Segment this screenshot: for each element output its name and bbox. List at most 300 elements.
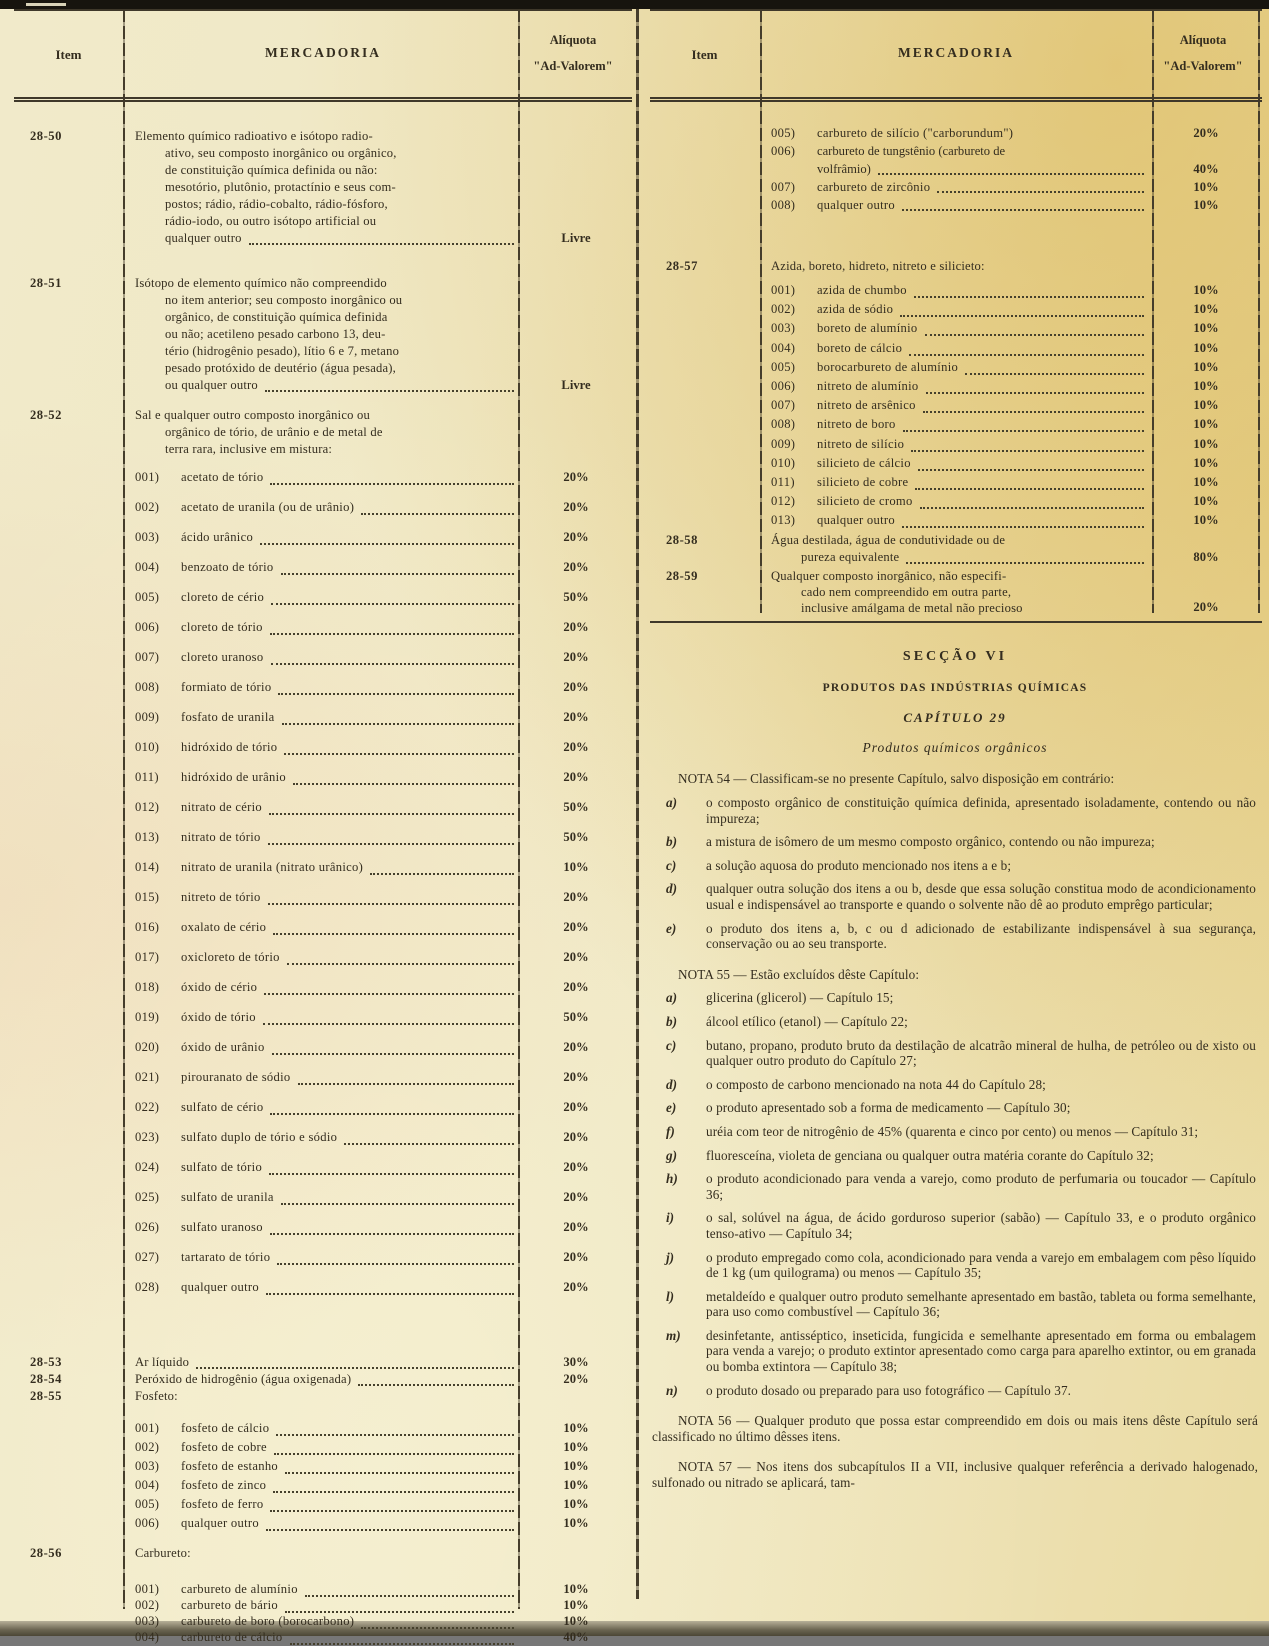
- sub-number: 006): [135, 620, 160, 634]
- sub-item: [650, 142, 1262, 178]
- sub-item: [14, 1582, 632, 1598]
- sub-number: 003): [771, 321, 796, 336]
- sub-number: 001): [135, 1582, 160, 1596]
- description-line: [817, 160, 1150, 178]
- sub-number: 019): [135, 1010, 160, 1024]
- sub-description: oxalato de cério: [181, 920, 267, 934]
- column-header-mercadoria: MERCADORIA: [265, 45, 381, 60]
- sub-number: 013): [135, 830, 160, 844]
- sub-number: 012): [771, 494, 796, 509]
- nota-item-text: a solução aquosa do produto mencionado nos itens a e b;: [706, 857, 1012, 873]
- sub-number: 005): [135, 1497, 160, 1511]
- sub-number: 013): [771, 513, 796, 528]
- sub-description: sulfato duplo de tório e sódio: [181, 1130, 338, 1144]
- dot-leader: [344, 1130, 514, 1145]
- sub-description: nitrato de uranila (nitrato urânico): [181, 860, 364, 874]
- nota-item-text: álcool etílico (etanol) — Capítulo 22;: [706, 1013, 908, 1029]
- rate-value: 50%: [563, 800, 589, 814]
- nota-item: [652, 1148, 1258, 1164]
- sub-description: sulfato de tório: [181, 1160, 263, 1174]
- column-header-aliquota-line1: Alíquota: [1179, 33, 1227, 47]
- description-line: mesotório, plutônio, protactínio e seus com-: [165, 180, 396, 194]
- dot-leader: [937, 178, 1144, 193]
- rate-value: 10%: [1193, 436, 1219, 451]
- subs-28-55: [14, 1421, 632, 1535]
- rate-value: 30%: [563, 1355, 589, 1369]
- sub-description: nitreto de arsênico: [817, 398, 916, 413]
- dot-leader: [281, 560, 514, 575]
- sub-item: [14, 740, 632, 770]
- description-line: Água destilada, água de condutividade ou de: [771, 533, 1006, 548]
- nota-item-letter: f): [666, 1123, 675, 1139]
- dot-leader: [358, 1371, 514, 1386]
- sub-number: 012): [135, 800, 160, 814]
- dot-leader: [270, 1220, 514, 1235]
- sub-item: [14, 1040, 632, 1070]
- dot-leader: [925, 321, 1144, 336]
- item-code: 28-56: [30, 1546, 62, 1560]
- sub-description: silicieto de cobre: [817, 474, 909, 489]
- sub-item: [14, 1598, 632, 1614]
- sub-number: 020): [135, 1040, 160, 1054]
- sub-description: carbureto de bário: [181, 1598, 279, 1612]
- rate-value: 20%: [563, 890, 589, 904]
- sub-number: 009): [135, 710, 160, 724]
- description-line: orgânico de tório, de urânio e de metal de: [165, 425, 383, 439]
- nota-item-letter: c): [666, 1037, 677, 1053]
- sub-description: ácido urânico: [181, 530, 254, 544]
- nota-item: [652, 858, 1258, 874]
- sub-description: azida de sódio: [817, 302, 894, 317]
- description-text: Peróxido de hidrogênio (água oxigenada): [135, 1372, 352, 1386]
- entry-description: [123, 1545, 520, 1562]
- sub-description: fosfeto de cobre: [181, 1440, 267, 1454]
- dot-leader: [920, 494, 1144, 509]
- rate-value: Livre: [561, 231, 591, 245]
- dot-leader: [263, 1010, 514, 1025]
- nota-item-text: o produto empregado como cola, acondicionado para venda a varejo em embalagem com pêso líquido de 1 kg (um quilograma) ou menos — Capítulo 35;: [706, 1249, 1256, 1281]
- description-line: de constituição química definida ou não:: [165, 163, 378, 177]
- rate-value: 10%: [1193, 359, 1219, 374]
- rate-value: 10%: [1193, 417, 1219, 432]
- rate-value: 20%: [563, 470, 589, 484]
- sub-number: 001): [135, 1421, 160, 1435]
- description-line: orgânico, de constituição química definida: [165, 310, 388, 324]
- sub-description: carbureto de cálcio: [181, 1630, 283, 1644]
- sub-item: [650, 321, 1262, 340]
- sub-number: 002): [771, 302, 796, 317]
- sub-item: [14, 620, 632, 650]
- description-line: Azida, boreto, hidreto, nitreto e silicieto:: [771, 259, 985, 273]
- dot-leader: [271, 590, 514, 605]
- nota-item: [652, 1014, 1258, 1030]
- sub-description: oxicloreto de tório: [181, 950, 280, 964]
- description-line: [123, 1354, 520, 1370]
- entry-description: [759, 258, 1150, 275]
- entry-description: [123, 407, 520, 458]
- dot-leader: [285, 1459, 514, 1474]
- description-line: rádio-iodo, ou outro isótopo artificial ou: [165, 214, 377, 228]
- column-header-mercadoria: MERCADORIA: [898, 45, 1014, 60]
- item-code: 28-53: [30, 1355, 62, 1369]
- sub-item: [650, 178, 1262, 196]
- sub-item: [14, 590, 632, 620]
- rate-value: 10%: [563, 860, 589, 874]
- sub-number: 006): [771, 378, 796, 393]
- dot-leader: [270, 1497, 514, 1512]
- nota-item-text: glicerina (glicerol) — Capítulo 15;: [706, 990, 894, 1006]
- dot-leader: [918, 456, 1144, 471]
- right-column: [650, 9, 1262, 1497]
- sub-description: nitrato de cério: [181, 800, 263, 814]
- entry-description: [123, 128, 520, 247]
- dot-leader: [361, 500, 514, 515]
- rate-value: 20%: [563, 1070, 589, 1084]
- sub-description: óxido de tório: [181, 1010, 256, 1024]
- sub-number: 017): [135, 950, 160, 964]
- sub-number: 003): [135, 530, 160, 544]
- dot-leader: [260, 530, 514, 545]
- subs-28-52: [14, 470, 632, 1310]
- sub-item: [14, 1497, 632, 1516]
- sub-description: acetato de tório: [181, 470, 264, 484]
- dot-leader: [284, 740, 514, 755]
- sub-description: silicieto de cálcio: [817, 455, 911, 470]
- sub-number: 002): [135, 500, 160, 514]
- rate-value: 40%: [563, 1630, 589, 1644]
- sub-description: nitrato de tório: [181, 830, 261, 844]
- chapter-title: CAPÍTULO 29: [903, 710, 1007, 726]
- sub-item: [14, 800, 632, 830]
- sub-description: carbureto de alumínio: [181, 1582, 298, 1596]
- sub-number: 003): [135, 1614, 160, 1628]
- dot-leader: [906, 549, 1144, 564]
- dot-leader: [878, 160, 1144, 175]
- rate-value: 20%: [563, 1130, 589, 1144]
- sub-description: acetato de uranila (ou de urânio): [181, 500, 355, 514]
- dot-leader: [915, 475, 1144, 490]
- sub-item: [14, 710, 632, 740]
- rate-value: 20%: [563, 770, 589, 784]
- nota-item-text: o produto dos itens a, b, c ou d adicionado de estabilizante indispensável à sua segurança, conservação ou ao seu transporte.: [706, 920, 1256, 952]
- description-text: pureza equivalente: [801, 550, 900, 565]
- description-line: [123, 230, 520, 247]
- rate-value: 20%: [563, 620, 589, 634]
- rate-value: 10%: [1193, 198, 1219, 212]
- sub-item: [14, 1614, 632, 1630]
- entry-description: [123, 275, 520, 394]
- sub-description: qualquer outro: [817, 513, 895, 528]
- rate-value: 50%: [563, 590, 589, 604]
- sub-item: [14, 470, 632, 500]
- dot-leader: [269, 800, 514, 815]
- rate-value: 20%: [563, 560, 589, 574]
- nota-item-text: desinfetante, antisséptico, inseticida, fungicida e semelhante apresentado em forma ou embalagem para venda a varejo; o produto extintor apresentado como carga para aparelho extintor, ou em granada ou bomba extintora — Capítulo 38;: [706, 1327, 1256, 1375]
- rate-value: 50%: [563, 830, 589, 844]
- nota-item-text: uréia com teor de nitrogênio de 45% (quarenta e cinco por cento) ou menos — Capítulo 31;: [706, 1123, 1199, 1139]
- dot-leader: [965, 360, 1144, 375]
- rate-value: 20%: [563, 1190, 589, 1204]
- description-line: [123, 1371, 520, 1387]
- nota-item-text: o composto orgânico de constituição química definida, apresentado isoladamente, contendo ou não impureza;: [706, 795, 1256, 826]
- nota-item-text: fluoresceína, violeta de genciana ou qualquer outra matéria corante do Capítulo 32;: [706, 1147, 1154, 1163]
- nota-item: [652, 1038, 1258, 1069]
- tariff-entry-28-58: [650, 532, 1262, 566]
- column-header-item: Item: [55, 47, 82, 62]
- entry-description: [123, 1388, 520, 1405]
- tariff-entry-28-54: [14, 1371, 632, 1388]
- sub-description: tartarato de tório: [181, 1250, 271, 1264]
- nota-item-letter: h): [666, 1171, 678, 1187]
- rate-value: 20%: [563, 920, 589, 934]
- rate-value: 20%: [1193, 600, 1219, 615]
- dot-leader: [270, 620, 514, 635]
- sub-number: 002): [135, 1598, 160, 1612]
- dot-leader: [911, 437, 1144, 452]
- dot-leader: [269, 1160, 514, 1175]
- sub-item: [14, 1250, 632, 1280]
- sub-item: [14, 1100, 632, 1130]
- entry-description: [759, 568, 1150, 616]
- sub-number: 001): [771, 283, 796, 297]
- sub-description: fosfeto de estanho: [181, 1459, 279, 1473]
- sub-description: sulfato de cério: [181, 1100, 264, 1114]
- description-line: carbureto de tungstênio (carbureto de: [817, 144, 1006, 158]
- nota-item-letter: g): [666, 1147, 677, 1163]
- tariff-entry-28-59: [650, 568, 1262, 616]
- nota-item-letter: e): [666, 1100, 677, 1116]
- dot-leader: [268, 890, 514, 905]
- dot-leader: [293, 770, 514, 785]
- dot-leader: [914, 283, 1144, 298]
- rate-value: 10%: [1193, 180, 1219, 194]
- nota-item-letter: c): [666, 857, 677, 873]
- dot-leader: [277, 1250, 514, 1265]
- nota-item: [652, 1210, 1258, 1241]
- sub-number: 008): [771, 198, 796, 212]
- sub-item: [14, 1130, 632, 1160]
- sub-number: 005): [771, 126, 796, 140]
- sub-number: 001): [135, 470, 160, 484]
- dot-leader: [903, 417, 1144, 432]
- sub-description: nitreto de tório: [181, 890, 261, 904]
- sub-number: 010): [135, 740, 160, 754]
- sub-number: 009): [771, 436, 796, 451]
- rate-value: 20%: [563, 980, 589, 994]
- rate-value: 20%: [563, 950, 589, 964]
- sub-item: [14, 1160, 632, 1190]
- nota-intro: NOTA 55 — Estão excluídos dêste Capítulo:: [678, 966, 920, 982]
- subs-28-57: [650, 283, 1262, 532]
- description-line: Fosfeto:: [135, 1389, 178, 1403]
- dot-leader: [273, 1478, 514, 1493]
- description-line: [759, 549, 1150, 566]
- sub-description: fosfeto de ferro: [181, 1497, 264, 1511]
- sub-description: óxido de urânio: [181, 1040, 265, 1054]
- section-subtitle: PRODUTOS DAS INDÚSTRIAS QUÍMICAS: [822, 682, 1088, 695]
- nota-item-text: butano, propano, produto bruto da destilação de alcatrão mineral de hulha, de petróleo ou de xisto ou qualquer outro produto do Capítulo 27;: [706, 1037, 1256, 1069]
- sub-number: 007): [771, 398, 796, 413]
- column-header-aliquota-line2: "Ad-Valorem": [1163, 59, 1243, 73]
- sub-item: [14, 500, 632, 530]
- description-line: cado nem compreendido em outra parte,: [801, 585, 1012, 600]
- sub-description: qualquer outro: [181, 1280, 259, 1294]
- sub-item: [14, 830, 632, 860]
- rate-value: 20%: [563, 530, 589, 544]
- sub-description: benzoato de tório: [181, 560, 274, 574]
- sub-item: [650, 124, 1262, 142]
- dot-leader: [264, 980, 514, 995]
- sub-number: 011): [135, 770, 159, 784]
- dot-leader: [902, 513, 1144, 528]
- tariff-entry-28-52: [14, 407, 632, 458]
- dot-leader: [923, 398, 1144, 413]
- description-line: Qualquer composto inorgânico, não especifi-: [771, 569, 1007, 584]
- tariff-entry-28-55: [14, 1388, 632, 1405]
- nota-intro: NOTA 56 — Qualquer produto que possa estar compreendido em dois ou mais itens dêste Capítulo será classificado no último dêsses itens.: [652, 1413, 1258, 1444]
- nota-item: [652, 795, 1258, 826]
- column-header-aliquota-line1: Alíquota: [549, 33, 597, 47]
- rate-value: 20%: [563, 1040, 589, 1054]
- nota-item-letter: a): [666, 795, 677, 811]
- column-header-aliquota-line2: "Ad-Valorem": [533, 59, 613, 73]
- nota-item-letter: n): [666, 1382, 678, 1398]
- sub-description: hidróxido de tório: [181, 740, 278, 754]
- subs-28-56: [14, 1582, 632, 1646]
- nota-intro: NOTA 57 — Nos itens dos subcapítulos II a VII, inclusive qualquer referência a derivado halogenado, sulfonado ou nitrado se aplicará, tam-: [652, 1459, 1258, 1491]
- rate-value: 20%: [563, 710, 589, 724]
- sub-item: [14, 1440, 632, 1459]
- dot-leader: [287, 950, 514, 965]
- dot-leader: [249, 230, 514, 245]
- rate-value: 50%: [563, 1010, 589, 1024]
- tariff-entry-28-57: [650, 258, 1262, 275]
- rate-value: 10%: [1193, 513, 1219, 528]
- rate-value: 10%: [1193, 302, 1219, 317]
- item-code: 28-52: [30, 408, 62, 422]
- sub-description: nitreto de alumínio: [817, 378, 919, 393]
- nota-item: [652, 1171, 1258, 1202]
- sub-number: 007): [771, 180, 796, 194]
- sub-item: [650, 302, 1262, 321]
- sub-item: [14, 1190, 632, 1220]
- sub-item: [650, 283, 1262, 302]
- dot-leader: [1020, 124, 1144, 137]
- rate-value: 20%: [563, 650, 589, 664]
- dot-leader: [276, 1421, 514, 1436]
- sub-number: 004): [135, 560, 160, 574]
- nota-item: [652, 1250, 1258, 1281]
- description-line: no item anterior; seu composto inorgânico ou: [165, 293, 403, 307]
- dot-leader: [266, 1516, 514, 1531]
- sub-description: sulfato uranoso: [181, 1220, 263, 1234]
- dot-leader: [902, 196, 1144, 211]
- rate-value: 10%: [563, 1598, 589, 1612]
- sub-item: [650, 456, 1262, 475]
- sub-number: 003): [135, 1459, 160, 1473]
- sub-number: 006): [771, 144, 796, 158]
- rate-value: 10%: [1193, 340, 1219, 355]
- nota-item-text: a mistura de isômero de um mesmo composto orgânico, contendo ou não impureza;: [706, 834, 1155, 850]
- rate-value: 10%: [563, 1516, 589, 1530]
- sub-description: borocarbureto de alumínio: [817, 359, 959, 374]
- sub-description: fosfato de uranila: [181, 710, 275, 724]
- sub-item: [14, 920, 632, 950]
- nota-item-text: o sal, solúvel na água, de ácido gorduroso superior (sabão) — Capítulo 33, e o produto orgânico tenso-ativo — Capítulo 34;: [706, 1210, 1256, 1241]
- dot-leader: [285, 1598, 514, 1613]
- rate-value: 10%: [563, 1459, 589, 1473]
- sub-number: 006): [135, 1516, 160, 1530]
- rate-value: 10%: [1193, 283, 1219, 297]
- description-line: [123, 377, 520, 394]
- sub-description: cloreto de cério: [181, 590, 265, 604]
- item-code: 28-51: [30, 276, 62, 290]
- sub-description: nitreto de boro: [817, 417, 896, 432]
- rate-value: 10%: [563, 1478, 589, 1492]
- nota-item-letter: d): [666, 1076, 677, 1092]
- description-text: ou qualquer outro: [165, 378, 258, 392]
- dot-leader: [305, 1582, 514, 1597]
- nota-item-letter: b): [666, 1013, 677, 1029]
- sub-item: [14, 680, 632, 710]
- description-line: Elemento químico radioativo e isótopo radio-: [135, 129, 373, 143]
- sub-item: [14, 1220, 632, 1250]
- sub-description: hidróxido de urânio: [181, 770, 287, 784]
- sub-number: 004): [771, 340, 796, 355]
- sub-number: 027): [135, 1250, 160, 1264]
- right-table-bottom-rule: [650, 621, 1262, 623]
- sub-item: [14, 530, 632, 560]
- nota-item-letter: e): [666, 920, 677, 936]
- section-vi: [650, 649, 1262, 1490]
- rate-value: 20%: [563, 1220, 589, 1234]
- nota-intro: NOTA 54 — Classificam-se no presente Capítulo, salvo disposição em contrário:: [678, 771, 1115, 787]
- sub-number: 016): [135, 920, 160, 934]
- sub-number: 005): [771, 359, 796, 374]
- nota-item-letter: i): [666, 1210, 675, 1226]
- rate-value: 20%: [563, 1160, 589, 1174]
- rate-value: 10%: [563, 1497, 589, 1511]
- sub-item: [650, 417, 1262, 436]
- sub-description: silicieto de cromo: [817, 494, 913, 509]
- sub-item: [14, 1516, 632, 1535]
- sub-number: 007): [135, 650, 160, 664]
- item-code: 28-50: [30, 129, 62, 143]
- sub-number: 025): [135, 1190, 160, 1204]
- nota-item-letter: b): [666, 834, 677, 850]
- nota-item: [652, 1077, 1258, 1093]
- tariff-entry-28-56: [14, 1545, 632, 1562]
- sub-item: [14, 1478, 632, 1497]
- chapter-notes: [652, 771, 1258, 1490]
- dot-leader: [268, 830, 514, 845]
- rate-value: 20%: [563, 1250, 589, 1264]
- description-line: terra rara, inclusive em mistura:: [165, 442, 333, 456]
- sub-item: [14, 980, 632, 1010]
- dot-leader: [196, 1354, 514, 1369]
- item-code: 28-57: [666, 259, 698, 273]
- rate-value: 20%: [563, 1372, 589, 1386]
- dot-leader: [270, 470, 514, 485]
- sub-description: azida de chumbo: [817, 283, 907, 297]
- rate-value: 10%: [1193, 398, 1219, 413]
- sub-item: [14, 950, 632, 980]
- item-code: 28-55: [30, 1389, 62, 1403]
- description-text: Ar líquido: [135, 1355, 190, 1369]
- sub-description: formiato de tório: [181, 680, 272, 694]
- rate-value: 10%: [563, 1582, 589, 1596]
- nota-item: [652, 881, 1258, 912]
